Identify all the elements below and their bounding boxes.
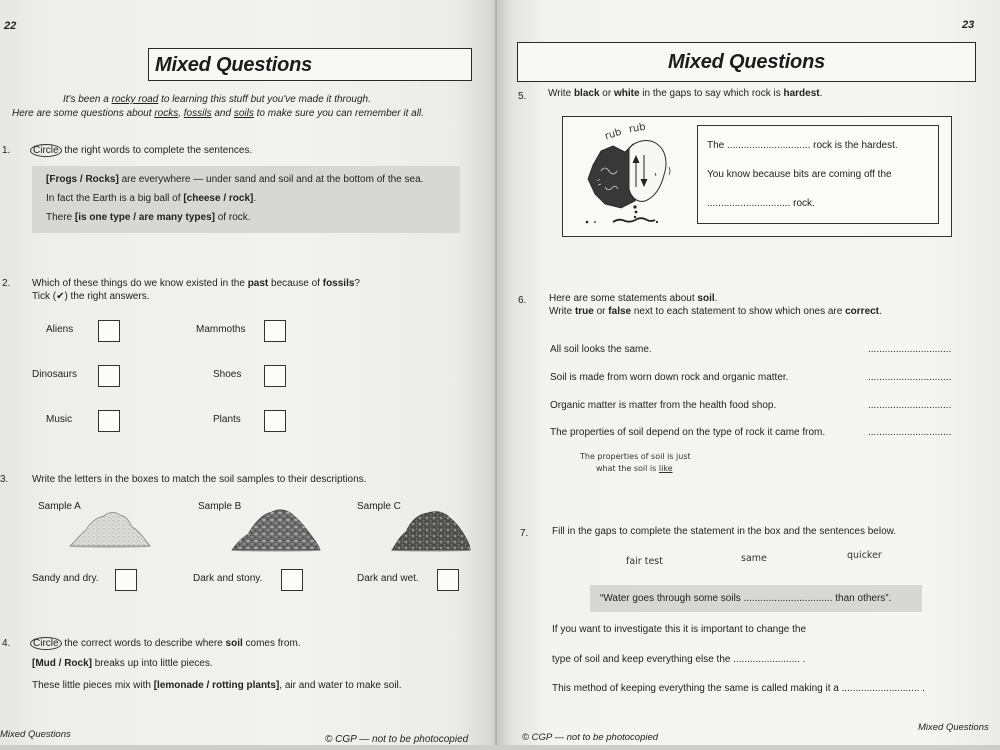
footer-section-name: Mixed Questions bbox=[918, 722, 989, 733]
word-bank-same: same bbox=[741, 553, 767, 564]
key-word: correct bbox=[845, 306, 880, 317]
q5-activity-box bbox=[562, 116, 952, 237]
key-word: true bbox=[574, 306, 594, 317]
intro-text: to make sure you can remember it all. bbox=[253, 108, 424, 119]
tick-box-music bbox=[98, 410, 120, 432]
q7-instruction: Fill in the gaps to complete the statement in the box and the sentences below. bbox=[552, 526, 897, 537]
instruction-text: in the gaps to say which rock is bbox=[639, 88, 784, 99]
instruction-text: . bbox=[714, 293, 718, 304]
key-word: fossils bbox=[322, 278, 355, 289]
footer-copyright: © CGP — not to be photocopied bbox=[325, 734, 469, 745]
answer-box-dark-wet bbox=[437, 569, 459, 591]
section-title-box bbox=[517, 42, 976, 82]
hint-note-line-1: The properties of soil is just bbox=[580, 452, 691, 461]
footer-section-name: Mixed Questions bbox=[0, 729, 71, 740]
rub-label: rub bbox=[628, 121, 647, 136]
question-number: 1. bbox=[2, 145, 11, 156]
q3-instruction: Write the letters in the boxes to match the soil samples to their descriptions. bbox=[32, 474, 367, 485]
option-label-dinosaurs: Dinosaurs bbox=[32, 369, 78, 380]
intro-text: and bbox=[211, 108, 234, 119]
option-label-mammoths: Mammoths bbox=[196, 324, 246, 335]
question-number: 2. bbox=[2, 278, 11, 289]
word-choice: [lemonade / rotting plants] bbox=[153, 680, 280, 691]
word-choice: [Mud / Rock] bbox=[32, 658, 92, 669]
intro-text: It's been a bbox=[63, 94, 112, 105]
white-rock bbox=[629, 141, 666, 202]
key-word: black bbox=[573, 88, 600, 99]
q5-answer-line: You know because bits are coming off the bbox=[707, 169, 892, 180]
hint-underlined-word: like bbox=[658, 464, 673, 473]
question-text: ? bbox=[354, 278, 360, 289]
hint-text: what the soil is bbox=[596, 464, 659, 473]
q1-sentence bbox=[46, 212, 251, 224]
instruction-text: the right words to complete the sentences. bbox=[61, 145, 253, 156]
q2-instruction: Tick (✔) the right answers. bbox=[32, 291, 150, 302]
intro-underlined-term: rocky road bbox=[111, 94, 159, 105]
description-dark-stony: Dark and stony. bbox=[193, 573, 263, 584]
q5-instruction bbox=[548, 88, 822, 100]
instruction-text: or bbox=[593, 306, 609, 317]
question-text: Which of these things do we know existed in the bbox=[32, 278, 248, 289]
tick-box-plants bbox=[264, 410, 286, 432]
q1-sentence bbox=[46, 193, 256, 205]
q7-sentence: If you want to investigate this it is important to change the bbox=[552, 624, 807, 635]
sentence-text: are everywhere — under sand and soil and at the bottom of the sea. bbox=[118, 174, 424, 185]
word-choice: [cheese / rock] bbox=[183, 193, 254, 204]
statement-text: Organic matter is matter from the health food shop. bbox=[550, 400, 777, 411]
sentence-text: These little pieces mix with bbox=[32, 680, 154, 691]
q7-sentence: type of soil and keep everything else the ........................ . bbox=[552, 654, 806, 665]
section-title-box bbox=[148, 48, 472, 81]
q6-intro bbox=[549, 293, 717, 305]
question-number: 7. bbox=[520, 528, 529, 539]
instruction-text: Here are some statements about bbox=[549, 293, 698, 304]
q4-sentence bbox=[32, 658, 213, 670]
instruction-text: . bbox=[819, 88, 823, 99]
tick-box-dinosaurs bbox=[98, 365, 120, 387]
option-label-plants: Plants bbox=[213, 414, 241, 425]
page-title: Mixed Questions bbox=[155, 53, 313, 76]
q4-instruction bbox=[32, 638, 301, 650]
key-word: hardest bbox=[783, 88, 820, 99]
page-number: 23 bbox=[962, 19, 975, 31]
circled-word: Circle bbox=[30, 144, 62, 157]
word-bank-quicker: quicker bbox=[847, 550, 882, 561]
soil-sample-c-illustration bbox=[390, 504, 472, 552]
word-choice: [is one type / are many types] bbox=[74, 212, 215, 223]
q5-answer-line: .............................. rock. bbox=[707, 198, 815, 209]
tick-box-aliens bbox=[98, 320, 120, 342]
instruction-text: Write bbox=[549, 306, 575, 317]
instruction-text: or bbox=[599, 88, 614, 99]
page-number: 22 bbox=[4, 20, 17, 32]
statement-text: All soil looks the same. bbox=[550, 344, 652, 355]
q5-answer-line: The .............................. rock is the hardest. bbox=[707, 140, 898, 151]
key-word: past bbox=[247, 278, 269, 289]
q4-sentence bbox=[32, 680, 402, 692]
description-sandy-dry: Sandy and dry. bbox=[32, 573, 99, 584]
footer-copyright: © CGP — not to be photocopied bbox=[522, 732, 659, 743]
q5-answer-box bbox=[697, 125, 939, 224]
tick-box-shoes bbox=[264, 365, 286, 387]
description-dark-wet: Dark and wet. bbox=[357, 573, 419, 584]
word-choice: [Frogs / Rocks] bbox=[46, 174, 119, 185]
question-number: 4. bbox=[2, 638, 11, 649]
key-word: false bbox=[608, 306, 632, 317]
option-label-aliens: Aliens bbox=[46, 324, 74, 335]
q7-statement: “Water goes through some soils ................................ than others”. bbox=[600, 593, 892, 604]
sentence-text: of rock. bbox=[214, 212, 251, 223]
sentence-text: In fact the Earth is a big ball of bbox=[46, 193, 184, 204]
intro-underlined-term: fossils bbox=[183, 108, 212, 119]
intro-underlined-term: soils bbox=[233, 108, 254, 119]
sentence-text: , air and water to make soil. bbox=[279, 680, 402, 691]
key-word: soil bbox=[697, 293, 715, 304]
hint-note-line-2 bbox=[596, 464, 673, 474]
q1-sentence bbox=[46, 174, 423, 186]
intro-text: to learning this stuff but you've made it through. bbox=[158, 94, 371, 105]
word-bank-fair-test: fair test bbox=[626, 556, 663, 567]
question-number: 5. bbox=[518, 91, 527, 102]
sentence-text: breaks up into little pieces. bbox=[92, 658, 213, 669]
statement-answer-blank: .............................. bbox=[868, 427, 952, 438]
intro-line-1 bbox=[63, 94, 371, 106]
rock-rubbing-illustration bbox=[583, 123, 683, 233]
intro-line-2 bbox=[12, 108, 424, 120]
left-page bbox=[0, 0, 497, 745]
statement-answer-blank: .............................. bbox=[868, 372, 952, 383]
sentence-text: There bbox=[46, 212, 75, 223]
q1-instruction bbox=[32, 145, 252, 157]
sample-a-label: Sample A bbox=[38, 501, 81, 512]
question-number: 3. bbox=[0, 474, 9, 485]
statement-text: The properties of soil depend on the type of rock it came from. bbox=[550, 427, 826, 438]
q1-sentence-box bbox=[32, 166, 460, 233]
right-page bbox=[497, 0, 1000, 745]
statement-answer-blank: .............................. bbox=[868, 344, 952, 355]
option-label-music: Music bbox=[46, 414, 73, 425]
intro-text: Here are some questions about bbox=[12, 108, 155, 119]
answer-box-sandy-dry bbox=[115, 569, 137, 591]
key-word: soil bbox=[225, 638, 243, 649]
instruction-text: next to each statement to show which ones are bbox=[631, 306, 846, 317]
q6-instruction bbox=[549, 306, 882, 318]
instruction-text: . bbox=[879, 306, 882, 317]
statement-text: Soil is made from worn down rock and organic matter. bbox=[550, 372, 789, 383]
question-number: 6. bbox=[518, 295, 527, 306]
q7-statement-box bbox=[590, 585, 922, 612]
sentence-text: . bbox=[253, 193, 257, 204]
sample-c-label: Sample C bbox=[357, 501, 401, 512]
intro-text: , bbox=[178, 108, 184, 119]
page-title: Mixed Questions bbox=[667, 51, 826, 73]
circled-word: Circle bbox=[30, 637, 62, 650]
intro-underlined-term: rocks bbox=[154, 108, 179, 119]
answer-box-dark-stony bbox=[281, 569, 303, 591]
soil-sample-b-illustration bbox=[230, 504, 322, 552]
q2-question bbox=[32, 278, 360, 290]
option-label-shoes: Shoes bbox=[213, 369, 242, 380]
soil-sample-a-illustration bbox=[68, 508, 152, 548]
question-text: because of bbox=[268, 278, 323, 289]
tick-box-mammoths bbox=[264, 320, 286, 342]
statement-answer-blank: .............................. bbox=[868, 400, 952, 411]
q7-sentence: This method of keeping everything the same is called making it a ............................ . bbox=[552, 683, 925, 694]
rub-label: rub bbox=[603, 126, 623, 143]
key-word: white bbox=[613, 88, 640, 99]
instruction-text: the correct words to describe where bbox=[61, 638, 226, 649]
sample-b-label: Sample B bbox=[198, 501, 242, 512]
instruction-text: comes from. bbox=[242, 638, 301, 649]
instruction-text: Write bbox=[548, 88, 574, 99]
